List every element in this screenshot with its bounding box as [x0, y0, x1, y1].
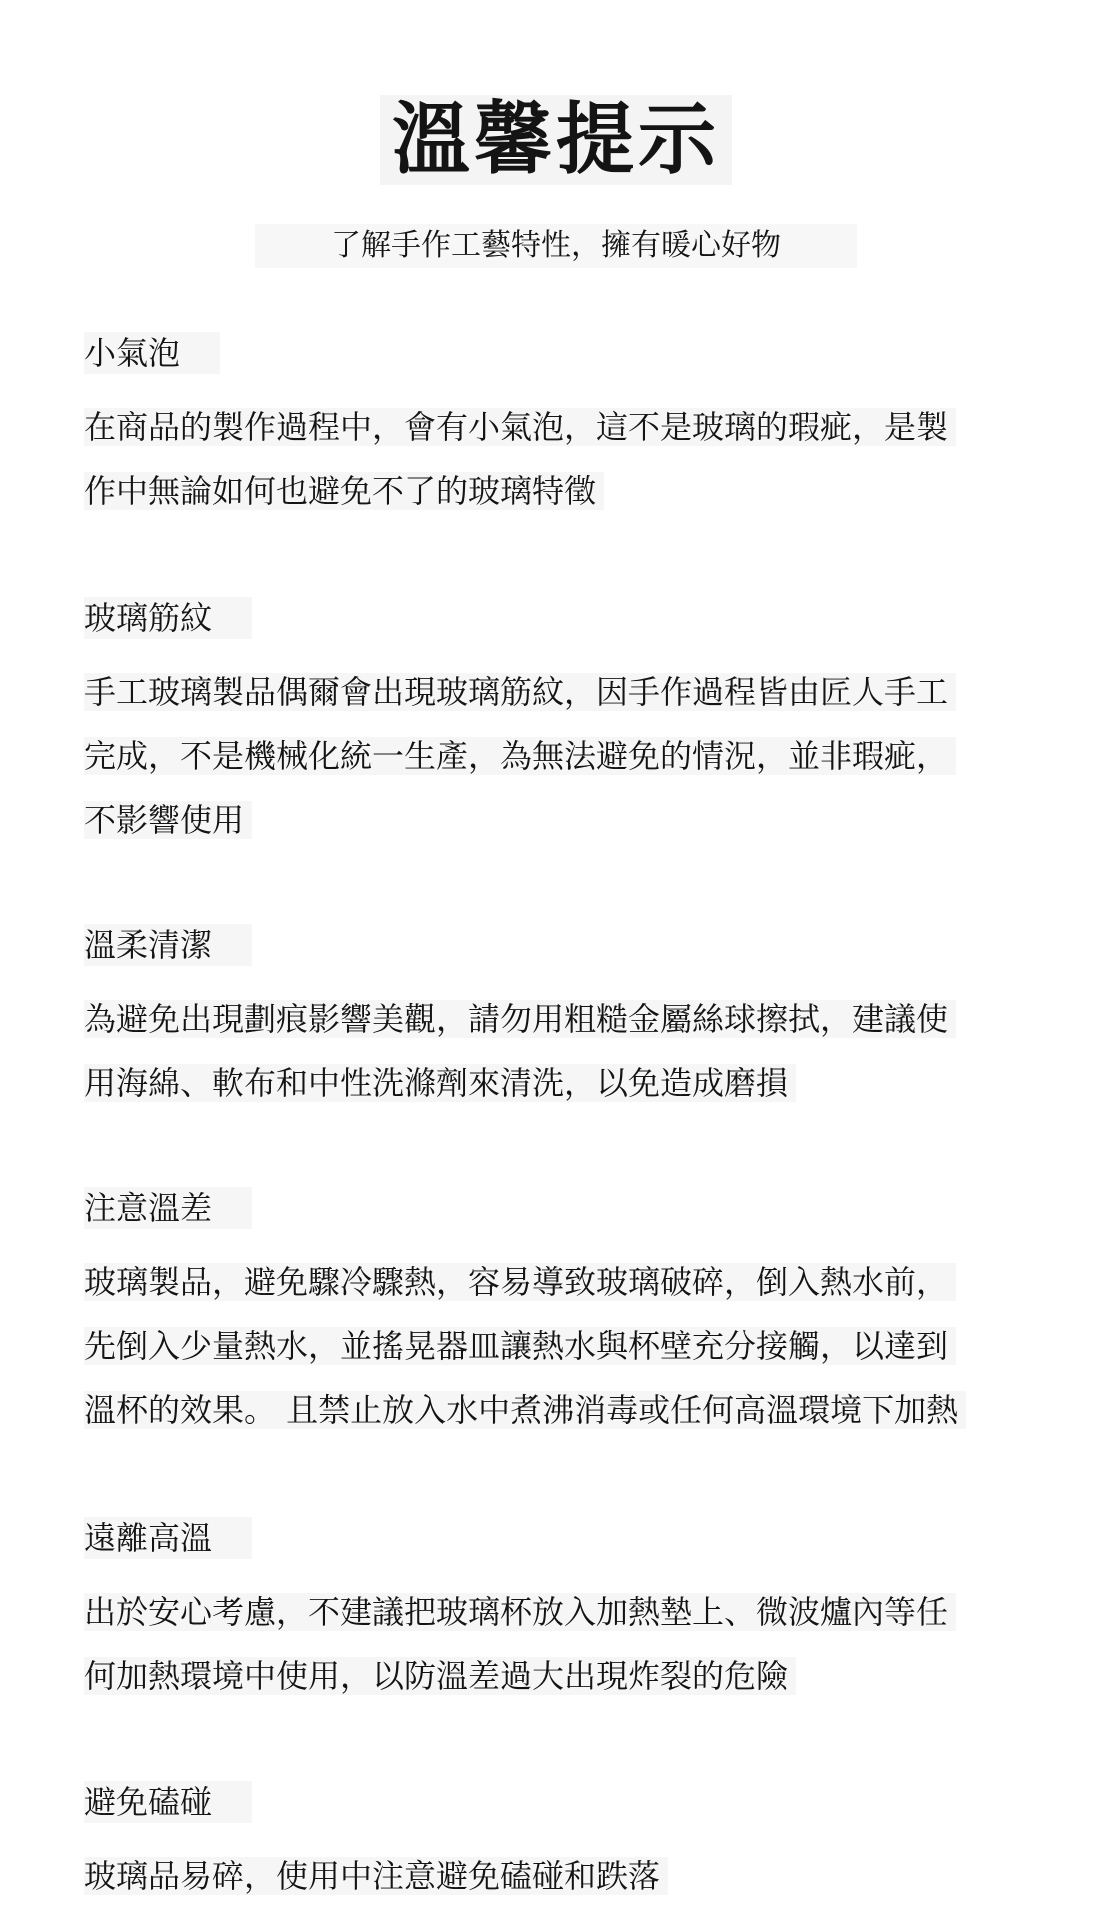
section-body — [84, 660, 1034, 852]
section-body — [84, 1250, 1034, 1442]
section-body-line — [84, 1250, 1034, 1314]
section-body-line-text: 作中無論如何也避免不了的玻璃特徵 — [84, 472, 604, 510]
section-body-line-text: 手工玻璃製品偶爾會出現玻璃筋紋，因手作過程皆由匠人手工 — [84, 673, 956, 711]
section-body-line — [84, 987, 1034, 1051]
section-body-line-text: 先倒入少量熱水，並搖晃器皿讓熱水與杯壁充分接觸，以達到 — [84, 1327, 956, 1365]
section-heading-text: 玻璃筋紋 — [84, 597, 252, 639]
section-avoid-high-heat — [84, 1518, 1034, 1708]
section-body-line — [84, 788, 1034, 852]
section-body-line — [84, 1844, 1034, 1908]
section-small-bubbles — [84, 333, 1034, 523]
section-avoid-bumps — [84, 1782, 1034, 1908]
section-body-line — [84, 1378, 1034, 1442]
section-heading-text: 溫柔清潔 — [84, 924, 252, 966]
section-heading — [84, 925, 1034, 965]
section-heading — [84, 1518, 1034, 1558]
section-body-line-text: 何加熱環境中使用，以防溫差過大出現炸裂的危險 — [84, 1657, 796, 1695]
section-body-line-text: 出於安心考慮，不建議把玻璃杯放入加熱墊上、微波爐內等任 — [84, 1593, 956, 1631]
page-title-text: 溫馨提示 — [380, 95, 732, 185]
section-heading-text: 注意溫差 — [84, 1187, 252, 1229]
section-heading — [84, 598, 1034, 638]
section-heading-text: 避免磕碰 — [84, 1781, 252, 1823]
section-heading — [84, 1188, 1034, 1228]
section-body — [84, 987, 1034, 1115]
section-heading-text: 小氣泡 — [84, 332, 220, 374]
section-temperature-difference — [84, 1188, 1034, 1442]
section-heading — [84, 1782, 1034, 1822]
section-body-line-text: 玻璃製品，避免驟冷驟熱，容易導致玻璃破碎，倒入熱水前， — [84, 1263, 956, 1301]
section-heading — [84, 333, 1034, 373]
section-body-line-text: 為避免出現劃痕影響美觀，請勿用粗糙金屬絲球擦拭，建議使 — [84, 1000, 956, 1038]
section-glass-ribs — [84, 598, 1034, 852]
section-heading-text: 遠離高溫 — [84, 1517, 252, 1559]
section-body-line-text: 玻璃品易碎，使用中注意避免磕碰和跌落 — [84, 1857, 668, 1895]
section-body-line-text: 不影響使用 — [84, 801, 252, 839]
section-body-line — [84, 724, 1034, 788]
page-subtitle — [0, 224, 1112, 268]
section-body-line-text: 溫杯的效果。 且禁止放入水中煮沸消毒或任何高溫環境下加熱 — [84, 1391, 966, 1429]
section-body — [84, 1844, 1034, 1908]
section-body — [84, 1580, 1034, 1708]
page-title — [0, 92, 1112, 188]
section-body-line — [84, 660, 1034, 724]
section-body-line-text: 完成，不是機械化統一生產，為無法避免的情況，並非瑕疵， — [84, 737, 956, 775]
section-body-line — [84, 1580, 1034, 1644]
section-gentle-cleaning — [84, 925, 1034, 1115]
section-body-line-text: 用海綿、軟布和中性洗滌劑來清洗，以免造成磨損 — [84, 1064, 796, 1102]
section-body-line — [84, 1314, 1034, 1378]
section-body-line — [84, 395, 1034, 459]
section-body-line-text: 在商品的製作過程中，會有小氣泡，這不是玻璃的瑕疵，是製 — [84, 408, 956, 446]
section-body-line — [84, 1051, 1034, 1115]
page-subtitle-text: 了解手作工藝特性，擁有暖心好物 — [255, 224, 857, 268]
section-body-line — [84, 1644, 1034, 1708]
section-body — [84, 395, 1034, 523]
section-body-line — [84, 459, 1034, 523]
